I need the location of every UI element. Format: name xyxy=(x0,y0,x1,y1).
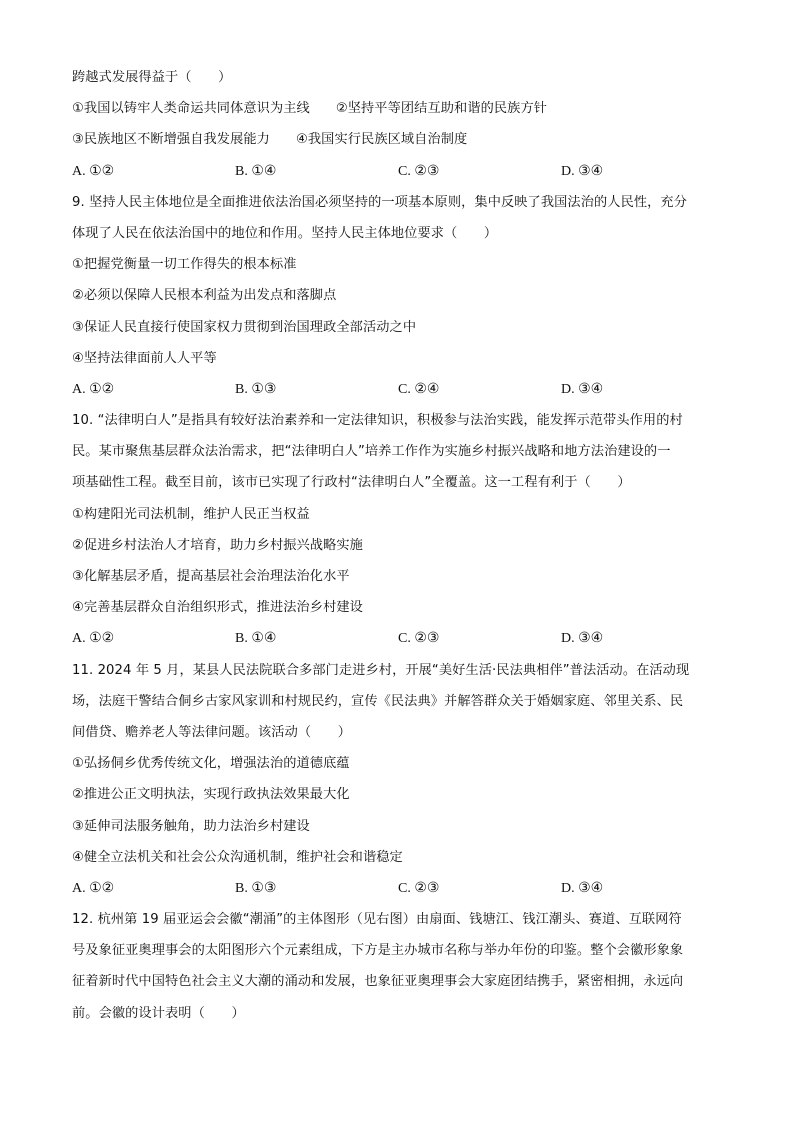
question-stem-line: 11. 2024 年 5 月，某县人民法院联合多部门走进乡村，开展“美好生活·民法典相伴”普法活动。在活动现 xyxy=(72,662,690,678)
question-stem-line: 民。某市聚焦基层群众法治需求，把“法律明白人”培养工作作为实施乡村振兴战略和地方法治建设的一 xyxy=(72,444,671,460)
question-10 xyxy=(72,405,732,655)
statement-1: ①构建阳光司法机制，维护人民正当权益 xyxy=(72,506,310,522)
statement-2: ②促进乡村法治人才培育，助力乡村振兴战略实施 xyxy=(72,537,363,553)
statement-1: ①我国以铸牢人类命运共同体意识为主线 xyxy=(72,101,310,117)
option-d[interactable]: D. ③④ xyxy=(561,381,604,397)
option-d[interactable]: D. ③④ xyxy=(561,163,604,179)
statement-3: ③民族地区不断增强自我发展能力 xyxy=(72,132,270,148)
question-stem-line: 间借贷、赡养老人等法律问题。该活动（ ） xyxy=(72,724,352,740)
statement-4: ④我国实行民族区域自治制度 xyxy=(295,132,468,148)
option-b[interactable]: B. ①④ xyxy=(235,163,277,179)
answer-options xyxy=(72,374,732,405)
option-a[interactable]: A. ①② xyxy=(72,163,115,179)
option-a[interactable]: A. ①② xyxy=(72,631,115,647)
statement-3: ③保证人民直接行使国家权力贯彻到治国理政全部活动之中 xyxy=(72,319,417,335)
statement-row xyxy=(72,93,732,124)
statement-row xyxy=(72,124,732,155)
question-stem: 跨越式发展得益于（ ） xyxy=(72,70,232,85)
statement-3: ③化解基层矛盾，提高基层社会治理法治化水平 xyxy=(72,569,350,584)
answer-options xyxy=(72,873,732,904)
question-stem-line: 征着新时代中国特色社会主义大潮的涌动和发展，也象征亚奥理事会大家庭团结携手，紧密相拥，永远向 xyxy=(72,974,684,990)
question-11 xyxy=(72,655,732,905)
statement-3: ③延伸司法服务触角，助力法治乡村建设 xyxy=(72,818,310,834)
statement-2: ②必须以保障人民根本利益为出发点和落脚点 xyxy=(72,288,337,304)
statement-1: ①弘扬侗乡优秀传统文化，增强法治的道德底蕴 xyxy=(72,756,350,772)
statement-2: ②坚持平等团结互助和谐的民族方针 xyxy=(335,101,548,117)
option-b[interactable]: B. ①④ xyxy=(235,631,277,647)
question-stem-line: 前。会徽的设计表明（ ） xyxy=(72,1005,245,1021)
question-12 xyxy=(72,904,732,1029)
option-c[interactable]: C. ②④ xyxy=(398,381,440,397)
option-d[interactable]: D. ③④ xyxy=(561,880,604,896)
question-stem-line: 9. 坚持人民主体地位是全面推进依法治国必须坚持的一项基本原则，集中反映了我国法治的人民性，充分 xyxy=(72,194,688,210)
question-stem-line: 10. “法律明白人”是指具有较好法治素养和一定法律知识，积极参与法治实践，能发挥示范带头作用的村 xyxy=(72,413,683,429)
statement-1: ①把握党衡量一切工作得失的根本标准 xyxy=(72,257,297,273)
question-stem-line: 号及象征亚奥理事会的太阳图形六个元素组成，下方是主办城市名称与举办年份的印鉴。整个会徽形象象 xyxy=(72,943,684,959)
option-d[interactable]: D. ③④ xyxy=(561,631,604,647)
question-8 xyxy=(72,62,732,187)
option-a[interactable]: A. ①② xyxy=(72,880,115,896)
option-c[interactable]: C. ②③ xyxy=(398,163,440,179)
statement-4: ④完善基层群众自治组织形式，推进法治乡村建设 xyxy=(72,600,363,616)
answer-options xyxy=(72,623,732,654)
option-b[interactable]: B. ①③ xyxy=(235,381,277,397)
question-stem-line: 体现了人民在依法治国中的地位和作用。坚持人民主体地位要求（ ） xyxy=(72,225,498,241)
option-a[interactable]: A. ①② xyxy=(72,381,115,397)
option-c[interactable]: C. ②③ xyxy=(398,880,440,896)
answer-options xyxy=(72,156,732,187)
question-stem-line: 项基础性工程。截至目前，该市已实现了行政村“法律明白人”全覆盖。这一工程有利于（ ） xyxy=(72,475,631,491)
option-b[interactable]: B. ①③ xyxy=(235,880,277,896)
question-stem-line: 12. 杭州第 19 届亚运会会徽“潮涌”的主体图形（见右图）由扇面、钱塘江、钱江潮头、赛道、互联网符 xyxy=(72,912,682,928)
exam-page xyxy=(72,62,732,1029)
question-9 xyxy=(72,187,732,405)
statement-4: ④坚持法律面前人人平等 xyxy=(72,350,217,366)
question-stem-line: 场，法庭干警结合侗乡古家风家训和村规民约，宣传《民法典》并解答群众关于婚姻家庭、邻里关系、民 xyxy=(72,693,684,709)
statement-2: ②推进公正文明执法，实现行政执法效果最大化 xyxy=(72,787,350,803)
statement-4: ④健全立法机关和社会公众沟通机制，维护社会和谐稳定 xyxy=(72,849,403,865)
option-c[interactable]: C. ②③ xyxy=(398,631,440,647)
